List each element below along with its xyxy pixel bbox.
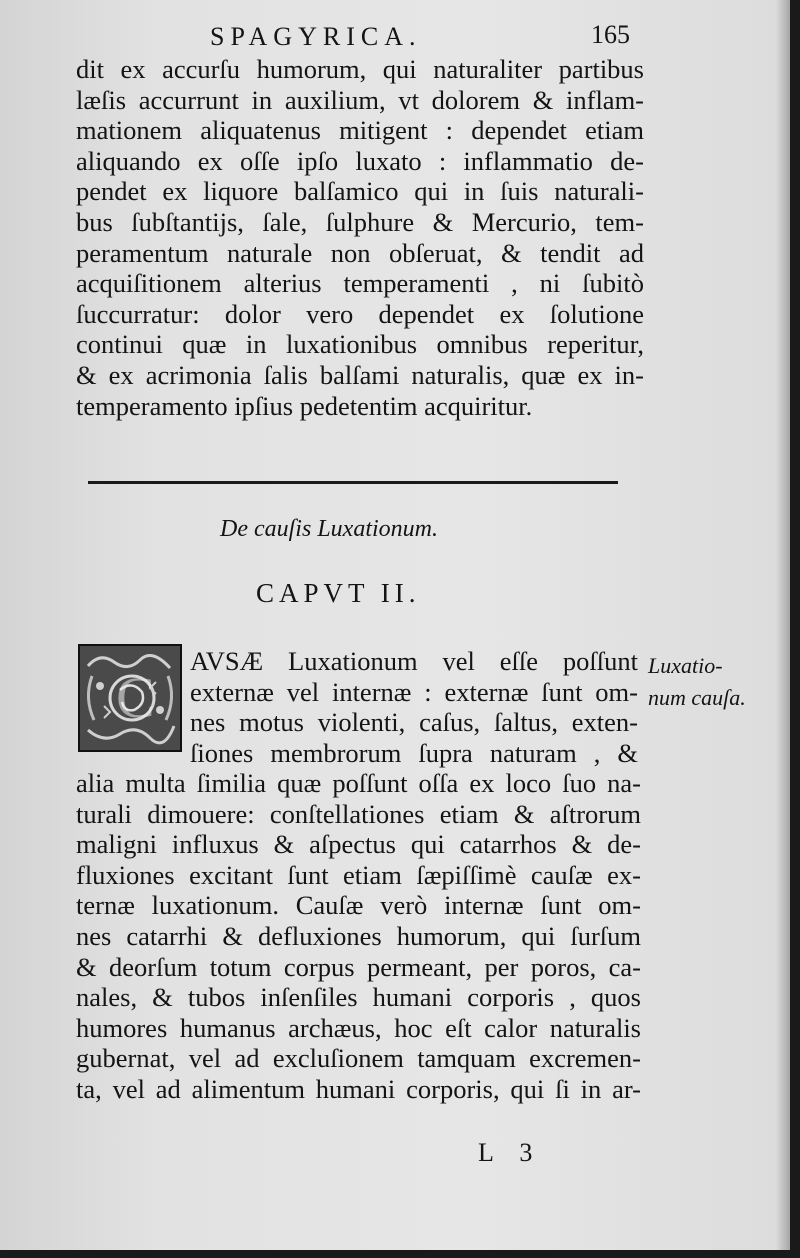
marginal-note-line: Luxatio-: [648, 653, 723, 678]
text-line: pendet ex liquore balſamico qui in ſuis naturali-: [76, 176, 644, 207]
text-line: bus ſubſtantijs, ſale, ſulphure & Mercurio, tem-: [76, 206, 644, 237]
initial-letter: C: [116, 665, 155, 730]
text-line: fluxiones excitant ſunt etiam ſæpiſſimè cauſæ ex-: [76, 859, 641, 890]
text-line: temperamento ipſius pedetentim acquiritur.: [76, 390, 533, 421]
text-line: humores humanus archæus, hoc eſt calor naturalis: [76, 1012, 641, 1043]
text-line: & deorſum totum corpus permeant, per poros, ca-: [76, 951, 641, 982]
text-line: maligni influxus & aſpectus qui catarrhos & de-: [76, 829, 641, 860]
text-line: nes motus violenti, caſus, ſaltus, exten-: [190, 707, 638, 738]
decorated-initial: [78, 644, 182, 752]
marginal-note-line: num cauſa.: [648, 685, 746, 710]
chapter-title: CAPVT II.: [256, 578, 421, 608]
text-line: ta, vel ad alimentum humani corporis, qui ſi in ar-: [76, 1073, 641, 1104]
text-line: externæ vel internæ : externæ ſunt om-: [190, 676, 638, 707]
text-line: peramentum naturale non obſeruat, & tendit ad: [76, 237, 644, 268]
section-title: De cauſis Luxationum.: [220, 516, 438, 542]
text-line: alia multa ſimilia quæ poſſunt oſſa ex loco ſuo na-: [76, 768, 641, 798]
text-line: gubernat, vel ad excluſionem tamquam excremen-: [76, 1043, 641, 1074]
page-number: 165: [591, 20, 630, 49]
text-line: acquiſitionem alterius temperamenti , ni ſubitò: [76, 268, 644, 299]
text-line: mationem aliquatenus mitigent : dependet etiam: [76, 115, 644, 146]
paragraph-continued: [76, 54, 644, 421]
text-line: ſiones membrorum ſupra naturam , &: [190, 737, 638, 768]
running-title: SPAGYRICA.: [210, 22, 422, 51]
text-line: nes catarrhi & defluxiones humorum, qui ſurſum: [76, 920, 641, 951]
marginal-note: [648, 650, 788, 714]
signature-mark: L 3: [478, 1138, 543, 1167]
paragraph-body: [76, 768, 641, 1105]
text-line: dit ex accurſu humorum, qui naturaliter partibus: [76, 54, 644, 84]
text-line: & ex acrimonia ſalis balſami naturalis, quæ ex in-: [76, 359, 644, 390]
section-divider: [88, 481, 618, 484]
page-header: [210, 22, 640, 58]
text-line: turali dimouere: conſtellationes etiam & aſtrorum: [76, 798, 641, 829]
text-line: nales, & tubos inſenſiles humani corporis , quos: [76, 982, 641, 1013]
text-line: læſis accurrunt in auxilium, vt dolorem & inflam-: [76, 84, 644, 115]
paragraph-beside-initial: [190, 646, 638, 768]
text-line: ſuccurratur: dolor vero dependet ex ſolutione: [76, 298, 644, 329]
text-line: continui quæ in luxationibus omnibus reperitur,: [76, 329, 644, 360]
text-line: AVSÆ Luxationum vel eſſe poſſunt: [190, 646, 638, 676]
text-line: aliquando ex oſſe ipſo luxato : inflammatio de-: [76, 145, 644, 176]
text-line: ternæ luxationum. Cauſæ verò internæ ſunt om-: [76, 890, 641, 921]
